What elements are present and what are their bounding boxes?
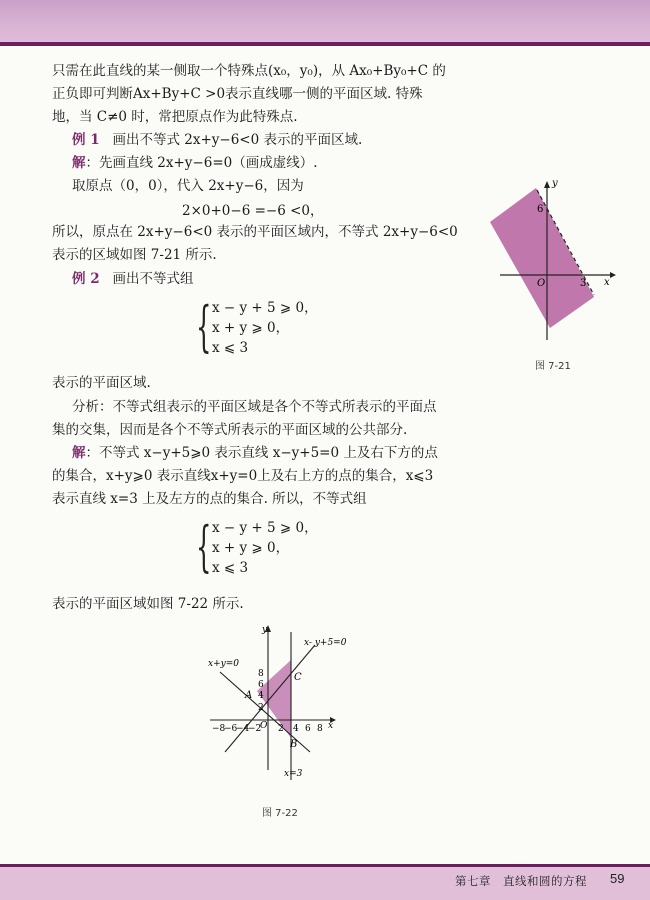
solution-label: 解 xyxy=(72,155,86,171)
x-axis-label: x xyxy=(328,721,334,731)
inequality: x − y + 5 ⩾ 0， xyxy=(212,300,318,316)
analysis-label: 分析 xyxy=(72,399,99,415)
example-2 xyxy=(72,270,193,288)
inequality-system xyxy=(196,515,318,578)
chapter-title: 第七章 直线和圆的方程 xyxy=(455,874,587,888)
x-tick: −4 xyxy=(236,724,250,734)
paragraph-line: 所以，原点在 2x+y−6<0 表示的平面区域内，不等式 2x+y−6<0 xyxy=(52,224,458,240)
figure-caption: 图 7-21 xyxy=(535,361,571,372)
page-number: 59 xyxy=(610,871,625,886)
x-tick: 3 xyxy=(580,278,587,289)
example-1 xyxy=(72,131,362,149)
origin-label: O xyxy=(260,721,268,731)
paragraph-line: 只需在此直线的某一侧取一个特殊点(x₀，y₀)，从 Ax₀+By₀+C 的 xyxy=(52,63,446,79)
paragraph-line: 取原点（0，0），代入 2x+y−6，因为 xyxy=(72,178,304,194)
solution-2 xyxy=(72,444,438,462)
origin-label: O xyxy=(537,278,546,289)
analysis-text: ：不等式组表示的平面区域是各个不等式所表示的平面点 xyxy=(99,399,437,415)
point-b: B xyxy=(290,739,298,750)
y-tick: 2 xyxy=(258,703,264,713)
x-tick: 6 xyxy=(305,724,311,734)
y-tick: 6 xyxy=(537,204,544,215)
inequality: x ⩽ 3 xyxy=(212,560,249,576)
solution-text: ：先画直线 2x+y−6=0（画成虚线）. xyxy=(85,155,318,171)
inequality: x + y ⩾ 0， xyxy=(212,540,290,556)
brace: { xyxy=(196,515,212,578)
analysis xyxy=(72,398,437,416)
solution-label: 解 xyxy=(72,445,86,461)
figure-7-21 xyxy=(480,170,630,340)
paragraph-line: 表示直线 x=3 上及左方的点的集合. 所以，不等式组 xyxy=(52,491,367,507)
x-tick: −8 xyxy=(212,724,226,734)
header-rule xyxy=(0,42,650,46)
figure-7-22 xyxy=(200,620,360,785)
equation: 2×0+0−6 =−6 <0， xyxy=(182,203,324,219)
x-tick: 4 xyxy=(293,724,299,734)
paragraph-line: 地，当 C≠0 时，常把原点作为此特殊点. xyxy=(52,109,298,125)
paragraph-line: 表示的平面区域. xyxy=(52,375,151,391)
line-label: x- y+5=0 xyxy=(304,638,347,648)
paragraph-line: 正负即可判断Ax+By+C >0表示直线哪一侧的平面区域. 特殊 xyxy=(52,86,423,102)
inequality-system xyxy=(196,295,318,358)
y-axis-label: y xyxy=(262,625,268,635)
line-label: x=3 xyxy=(284,769,303,779)
point-c: C xyxy=(294,672,302,683)
y-tick: 6 xyxy=(258,680,264,690)
paragraph-line: 表示的平面区域如图 7-22 所示. xyxy=(52,596,244,612)
paragraph-line: 的集合，x+y⩾0 表示直线x+y=0上及右上方的点的集合，x⩽3 xyxy=(52,468,434,484)
paragraph-line: 集的交集，因而是各个不等式所表示的平面区域的公共部分. xyxy=(52,422,408,438)
x-tick: −2 xyxy=(248,724,262,734)
x-axis-label: x xyxy=(604,277,610,288)
paragraph-line: 表示的区域如图 7-21 所示. xyxy=(52,247,217,263)
x-tick: 8 xyxy=(317,724,323,734)
figure-caption: 图 7-22 xyxy=(262,808,298,819)
x-tick: 2 xyxy=(278,724,284,734)
example-text: 画出不等式组 xyxy=(112,271,194,287)
inequality: x + y ⩾ 0， xyxy=(212,320,290,336)
example-label: 例 2 xyxy=(72,271,100,287)
y-tick: 8 xyxy=(258,669,264,679)
inequality: x − y + 5 ⩾ 0， xyxy=(212,520,318,536)
inequality: x ⩽ 3 xyxy=(212,340,249,356)
solution-1 xyxy=(72,154,318,172)
example-label: 例 1 xyxy=(72,132,100,148)
point-a: A xyxy=(245,690,253,701)
line-label: x+y=0 xyxy=(208,659,239,669)
brace: { xyxy=(196,295,212,358)
y-axis-label: y xyxy=(552,178,558,189)
page-header-band xyxy=(0,0,650,42)
y-tick: 4 xyxy=(258,691,264,701)
x-tick: −6 xyxy=(224,724,238,734)
solution-text: ：不等式 x−y+5⩾0 表示直线 x−y+5=0 上及右下方的点 xyxy=(85,445,438,461)
example-text: 画出不等式 2x+y−6<0 表示的平面区域. xyxy=(112,132,363,148)
